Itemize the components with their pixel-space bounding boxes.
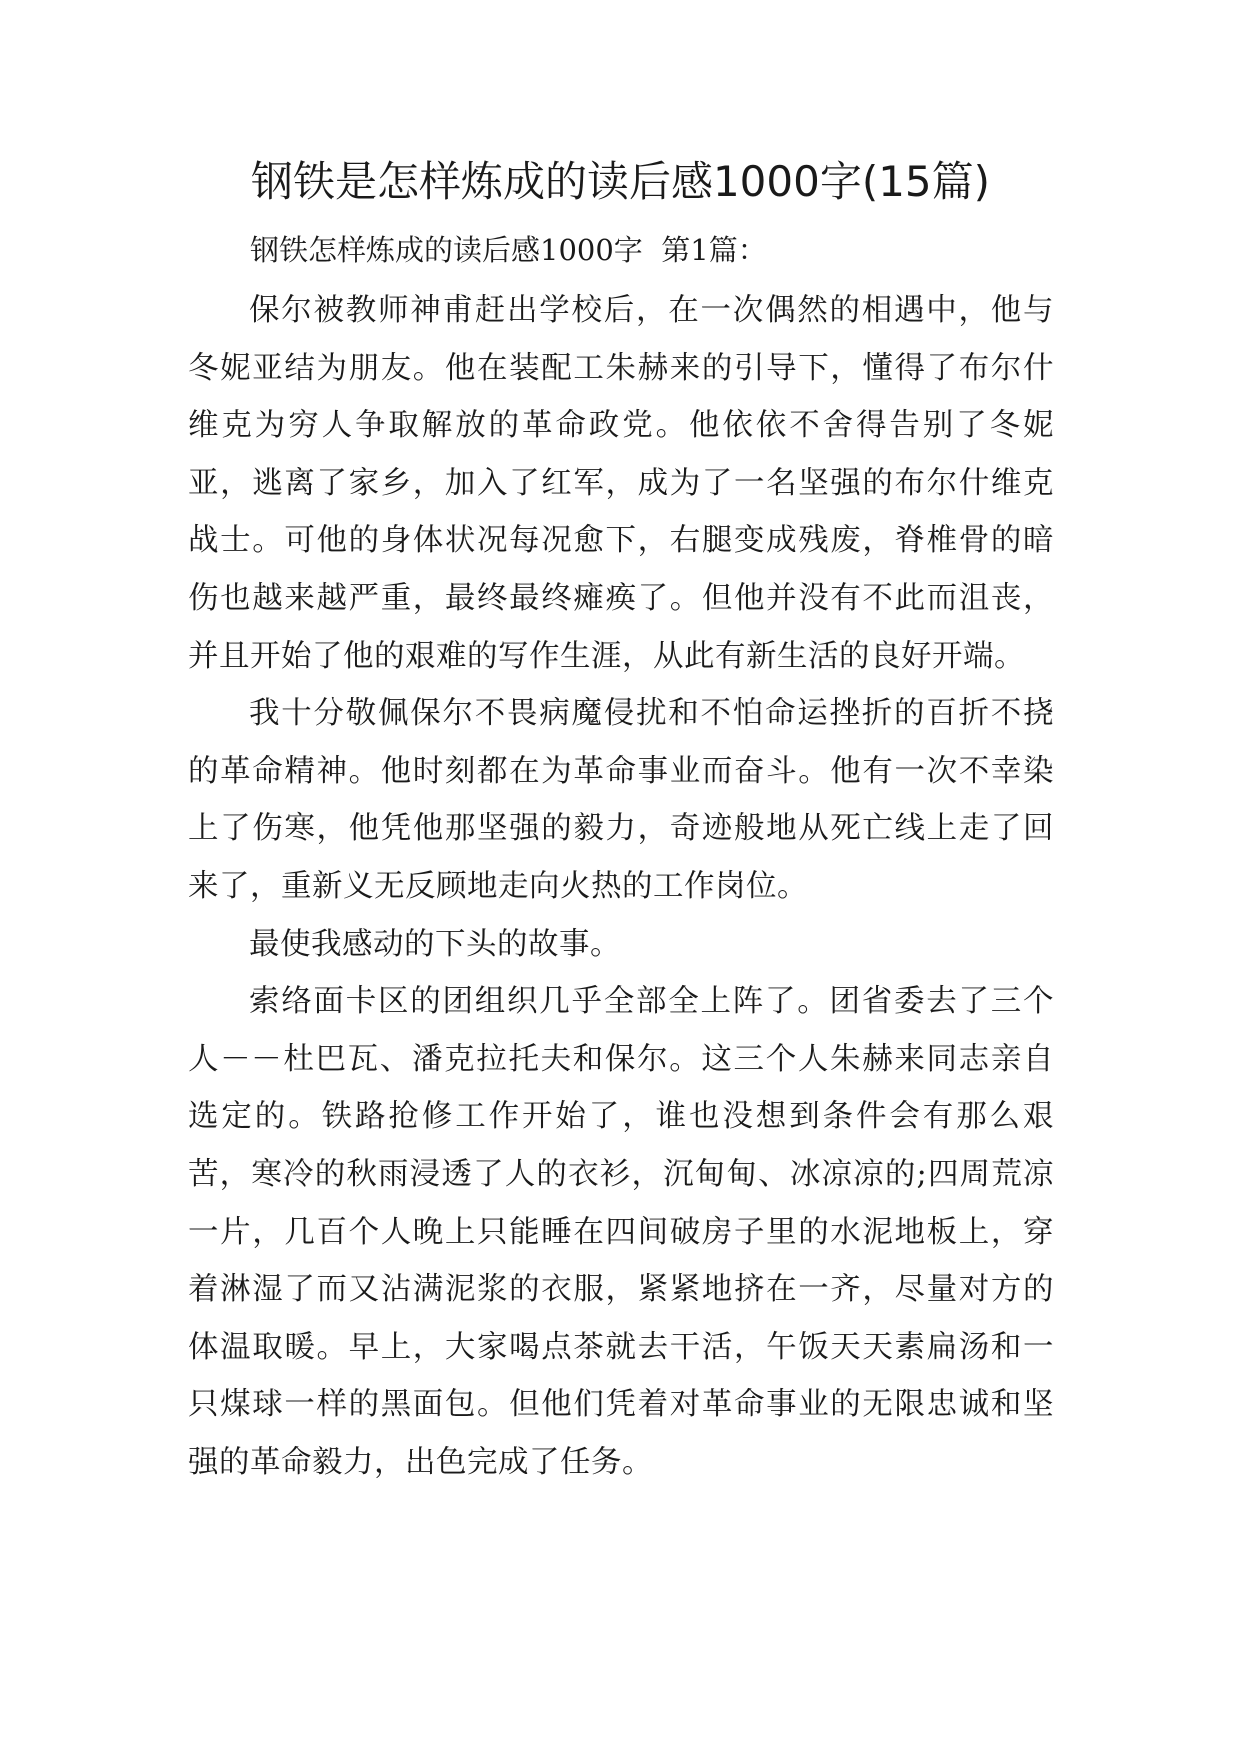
document-title: 钢铁是怎样炼成的读后感1000字(15篇) (250, 157, 991, 206)
section-heading: 钢铁怎样炼成的读后感1000字 第1篇： (250, 233, 767, 267)
document-body (188, 282, 1054, 1491)
paragraph-1: 保尔被教师神甫赶出学校后，在一次偶然的相遇中，他与冬妮亚结为朋友。他在装配工朱赫来的引导下，懂得了布尔什维克为穷人争取解放的革命政党。他依依不舍得告别了冬妮亚，逃离了家乡，加入了红军，成为了一名坚强的布尔什维克战士。可他的身体状况每况愈下，右腿变成残废，脊椎骨的暗伤也越来越严重，最终最终瘫痪了。但他并没有不此而沮丧，并且开始了他的艰难的写作生涯，从此有新生活的良好开端。 (188, 293, 1054, 674)
paragraph-3: 最使我感动的下头的故事。 (249, 926, 621, 962)
paragraph-2: 我十分敬佩保尔不畏病魔侵扰和不怕命运挫折的百折不挠的革命精神。他时刻都在为革命事业而奋斗。他有一次不幸染上了伤寒，他凭他那坚强的毅力，奇迹般地从死亡线上走了回来了，重新义无反顾地走向火热的工作岗位。 (188, 696, 1054, 904)
paragraph-4: 索络面卡区的团组织几乎全部全上阵了。团省委去了三个人－－杜巴瓦、潘克拉托夫和保尔。这三个人朱赫来同志亲自选定的。铁路抢修工作开始了，谁也没想到条件会有那么艰苦，寒冷的秋雨浸透了人的衣衫，沉甸甸、冰凉凉的;四周荒凉一片，几百个人晚上只能睡在四间破房子里的水泥地板上，穿着淋湿了而又沾满泥浆的衣服，紧紧地挤在一齐，尽量对方的体温取暖。早上，大家喝点茶就去干活，午饭天天素扁汤和一只煤球一样的黑面包。但他们凭着对革命事业的无限忠诚和坚强的革命毅力，出色完成了任务。 (188, 984, 1054, 1480)
